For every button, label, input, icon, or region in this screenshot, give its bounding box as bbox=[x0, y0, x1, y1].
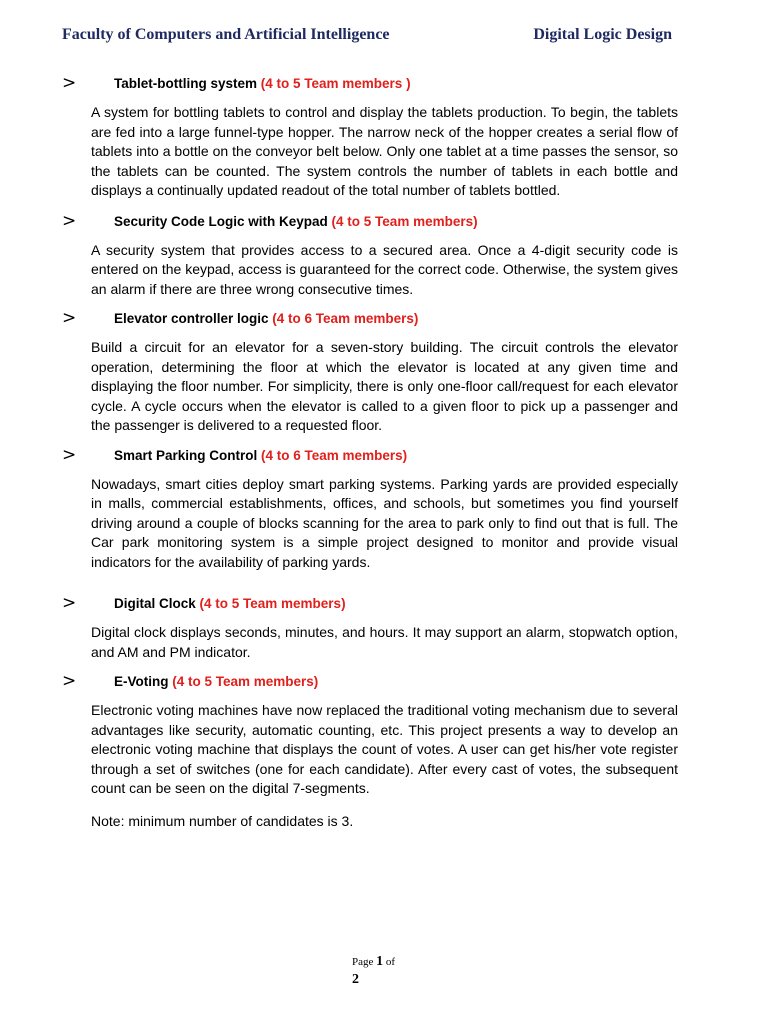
faculty-name: Faculty of Computers and Artificial Intelligence bbox=[62, 26, 390, 43]
project-note: Note: minimum number of candidates is 3. bbox=[91, 812, 354, 829]
project-title: E-Voting (4 to 5 Team members) bbox=[114, 674, 319, 689]
project-title: Smart Parking Control (4 to 6 Team members) bbox=[114, 447, 408, 463]
team-size: (4 to 6 Team members) bbox=[272, 311, 419, 326]
team-size: (4 to 5 Team members) bbox=[199, 596, 346, 611]
bullet-arrow: > bbox=[62, 593, 77, 613]
project-elevator bbox=[62, 308, 678, 436]
project-security-code bbox=[62, 210, 678, 300]
page-number: Page 1 of 2 bbox=[352, 954, 396, 987]
team-size: (4 to 5 Team members ) bbox=[260, 76, 411, 91]
project-e-voting bbox=[62, 671, 678, 831]
bullet-arrow: > bbox=[62, 671, 77, 691]
bullet-arrow: > bbox=[62, 308, 77, 328]
project-digital-clock bbox=[62, 593, 678, 662]
project-title: Security Code Logic with Keypad (4 to 5 Team members) bbox=[114, 213, 478, 229]
project-description: A system for bottling tablets to control and display the tablets production. To begin, the tablets are fed into a large funnel-type hopper. The narrow neck of the hopper creates a serial flow of tablets into a bottle on the conveyor belt below. Only one tablet at a time passes the sensor, so the tablets can be counted. The system controls the number of tablets in each bottle and displays a continually updated readout of the total number of tablets bottled. bbox=[91, 104, 678, 198]
project-title: Elevator controller logic (4 to 6 Team members) bbox=[114, 311, 419, 326]
bullet-arrow: > bbox=[62, 444, 77, 465]
team-size: (4 to 6 Team members) bbox=[261, 447, 408, 463]
project-tablet-bottling bbox=[62, 73, 678, 201]
project-title: Tablet-bottling system (4 to 5 Team members ) bbox=[114, 76, 411, 91]
project-description: Build a circuit for an elevator for a seven-story building. The circuit controls the elevator operation, determining the floor at which the elevator is located at any given time and displaying the floor number. For simplicity, there is only one-floor call/request for each elevator cycle. A cycle occurs when the elevator is called to a given floor to pick up a passenger and the passenger is delivered to a requested floor. bbox=[91, 339, 678, 433]
project-list bbox=[62, 73, 678, 831]
project-description: Electronic voting machines have now replaced the traditional voting mechanism due to several advantages like security, automatic counting, etc. This project presents a way to develop an electronic voting machine that displays the count of votes. A user can get his/her vote register through a set of switches (one for each candidate). After every cast of votes, the subsequent count can be seen on the digital 7-segments. bbox=[91, 702, 678, 796]
team-size: (4 to 5 Team members) bbox=[331, 213, 478, 229]
team-size: (4 to 5 Team members) bbox=[172, 674, 319, 689]
project-description: Nowadays, smart cities deploy smart parking systems. Parking yards are provided especially in malls, commercial establishments, offices, and schools, but sometimes you find yourself driving around a couple of blocks scanning for the area to park only to find out that is full. The Car park monitoring system is a simple project designed to monitor and provide visual indicators for the availability of parking yards. bbox=[91, 475, 678, 570]
bullet-arrow: > bbox=[62, 73, 77, 93]
page-header bbox=[62, 26, 672, 48]
project-smart-parking bbox=[62, 444, 678, 573]
project-description: A security system that provides access to a secured area. Once a 4-digit security code is entered on the keypad, access is guaranteed for the correct code. Otherwise, the system gives an alarm if there are three wrong consecutive times. bbox=[91, 241, 678, 297]
bullet-arrow: > bbox=[62, 210, 77, 231]
course-name: Digital Logic Design bbox=[533, 26, 672, 43]
project-title: Digital Clock (4 to 5 Team members) bbox=[114, 596, 346, 611]
project-description: Digital clock displays seconds, minutes, and hours. It may support an alarm, stopwatch option, and AM and PM indicator. bbox=[91, 624, 678, 660]
